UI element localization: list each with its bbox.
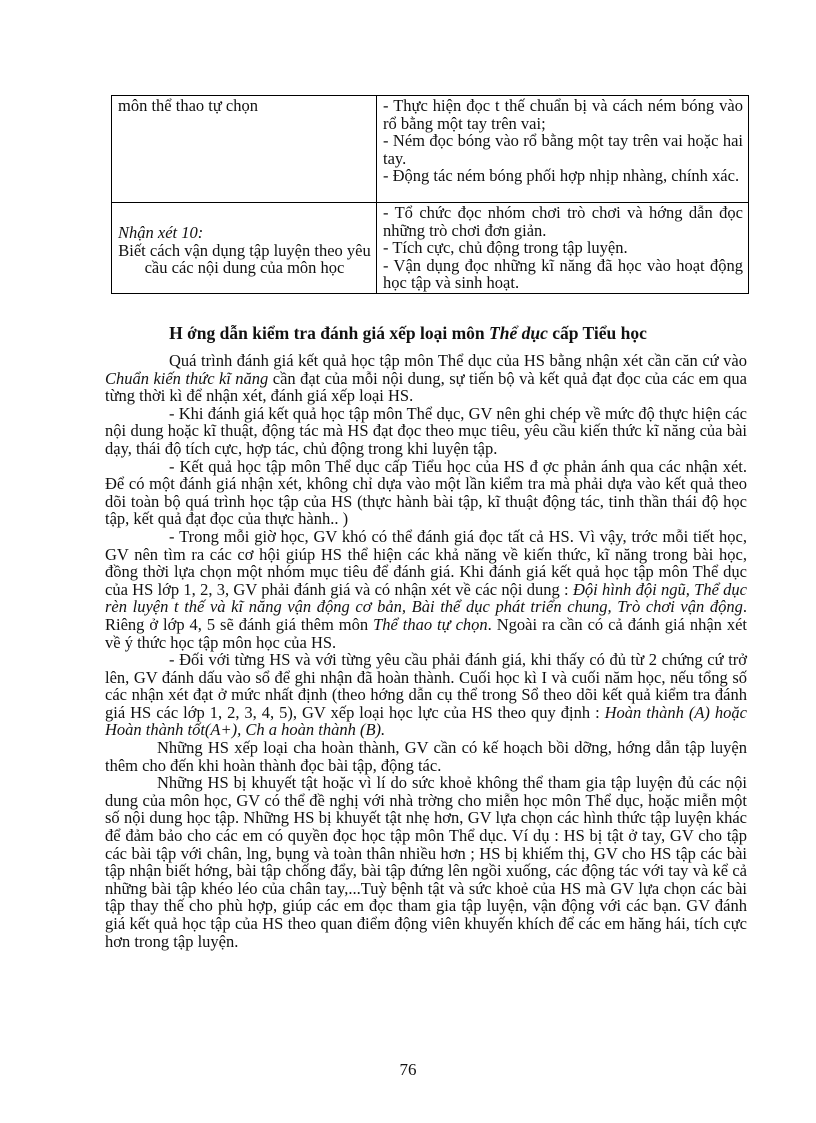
criteria-table [111, 95, 749, 294]
heading-part: H ớng dẫn kiểm tra đánh giá xếp loại môn [169, 323, 490, 343]
paragraph: Những HS bị khuyết tật hoặc vì lí do sức khoẻ không thể tham gia tập luyện đủ các nội dung của môn học, GV có thể đề nghị với nhà trờng cho miễn học môn Thể dục, hoặc miễn một số nội dung học tập. Những HS bị khuyết tật nhẹ hơn, GV lựa chọn các hình thức tập luyện khác để đảm bảo cho các em có quyền đọc học tập môn Thể dục. Ví dụ : HS bị tật ở tay, GV cho tập các bài tập với chân, lng, bụng và toàn thân nhiều hơn ; HS bị khiếm thị, GV cho HS tập các bài tập nhận biết hớng, bài tập chống đẩy, bài tập đứng lên ngồi xuống, các động tác với tay và kể cả những bài tập khéo léo của chân tay,...Tuỳ bệnh tật và sức khoẻ của HS mà GV lựa chọn các bài tập thay thế cho phù hợp, giúp các em đọc tham gia tập luyện, vận động với các bạn. GV đánh giá kết quả học tập của HS theo quan điểm động viên khuyến khích để các em hăng hái, tích cực hơn trong tập luyện. [105, 773, 747, 951]
paragraph [105, 352, 747, 405]
table-row [112, 203, 749, 294]
text-run-italic: Thể thao tự chọn [373, 614, 488, 634]
cell-text: - Tích cực, chủ động trong tập luyện. [383, 238, 628, 257]
cell-text: - Vận dụng đọc những kĩ năng đã học vào hoạt động học tập và sinh hoạt. [383, 255, 743, 292]
paragraph [105, 528, 747, 651]
paragraph: - Khi đánh giá kết quả học tập môn Thể dục, GV nên ghi chép về mức độ thực hiện các nội dung hoặc kĩ thuật, động tác mà HS đạt đọc theo mục tiêu, yêu cầu kiến thức kĩ năng của bài dạy, thái độ tích cực, hợp tác, chủ động trong khi luyện tập. [105, 403, 747, 458]
page-number: 76 [399, 1060, 417, 1079]
cell-text: - Thực hiện đọc t thế chuẩn bị và cách ném bóng vào rổ bằng một tay trên vai; [383, 96, 743, 133]
cell-text: - Ném đọc bóng vào rổ bằng một tay trên vai hoặc hai tay. [383, 131, 743, 168]
text-run: - Trong mỗi giờ học, GV khó có thể đánh giá đọc tất cả HS. Vì vậy, trớc mỗi tiết học, GV nên tìm ra các cơ hội giúp HS thể hiện các khả năng về kiến thức, kĩ năng trong bài học, đồng thời lựa chọn một nhóm mục tiêu để đánh giá. Khi đánh giá kết quả học tập môn Thể dục của HS lớp 1, 2, 3, GV phải đánh giá và có nhận xét về các nội dung : [105, 526, 747, 599]
text-run: cần đạt của mỗi nội dung, sự tiến bộ và kết quả đạt đọc của các em qua từng thời kì để nhận xét, đánh giá xếp loại HS. [105, 368, 747, 406]
cell-text: - Động tác ném bóng phối hợp nhịp nhàng, chính xác. [383, 166, 740, 185]
text-run-italic: Hoàn thành (A) hoặc Hoàn thành tốt(A+), Ch a hoàn thành (B). [105, 702, 747, 740]
paragraph: Những HS xếp loại cha hoàn thành, GV cần có kế hoạch bồi dỡng, hớng dẫn tập luyện thêm cho đến khi hoàn thành đọc bài tập, động tác. [105, 738, 747, 775]
table-cell-right [377, 96, 749, 203]
text-run: . Ngoài ra cần có cả đánh giá nhận xét về ý thức học tập môn học của HS. [105, 614, 747, 652]
text-run: . Riêng ở lớp 4, 5 sẽ đánh giá thêm môn [105, 597, 747, 634]
cell-text: môn thể thao tự chọn [118, 96, 259, 115]
heading-italic: Thể dục [489, 323, 548, 343]
criterion-title: Nhận xét 10: [118, 223, 204, 242]
paragraph [105, 651, 747, 739]
text-run-italic: Chuẩn kiến thức kĩ năng [105, 368, 269, 388]
table-cell-left [112, 96, 377, 203]
table-row [112, 96, 749, 203]
text-run: - Đối với từng HS và với từng yêu cầu phải đánh giá, khi thấy có đủ từ 2 chứng cứ trở lên, GV đánh dấu vào sổ để ghi nhận đã hoàn thành. Cuối học kì I và cuối năm học, nếu tổng số các nhận xét đạt ở mức nhất định (theo hớng dẫn cụ thể trong Sổ theo dõi kết quả kiểm tra đánh giá HS các lớp 1, 2, 3, 4, 5), GV xếp loại học lực của HS theo quy định : [105, 650, 747, 722]
text-run: Quá trình đánh giá kết quả học tập môn Thể dục của HS bằng nhận xét cần căn cứ vào [169, 351, 747, 370]
text-run-italic: Đội hình đội ngũ, Thể dục rèn luyện t thế và kĩ năng vận động cơ bản, Bài thể dục phát triển chung, Trò chơi vận động [105, 579, 747, 617]
criterion-description: Biết cách vận dụng tập luyện theo yêu cầu các nội dung của môn học [118, 240, 371, 277]
cell-text: - Tổ chức đọc nhóm chơi trò chơi và hớng dẫn đọc những trò chơi đơn giản. [383, 203, 743, 240]
section-heading [0, 323, 816, 344]
heading-part: cấp Tiểu học [547, 323, 647, 343]
body-text [105, 352, 747, 950]
table-cell-left [112, 203, 377, 294]
paragraph: - Kết quả học tập môn Thể dục cấp Tiểu học của HS đ ợc phản ánh qua các nhận xét. Để có một đánh giá nhận xét, không chỉ dựa vào một lần kiểm tra mà phải dựa vào kết quả theo dõi toàn bộ quá trình học tập của HS (thực hành bài tập, kĩ thuật động tác, tinh thần thái độ học tập, kết quả đạt đọc của thực hành.. ) [105, 456, 747, 529]
table-cell-right [377, 203, 749, 294]
